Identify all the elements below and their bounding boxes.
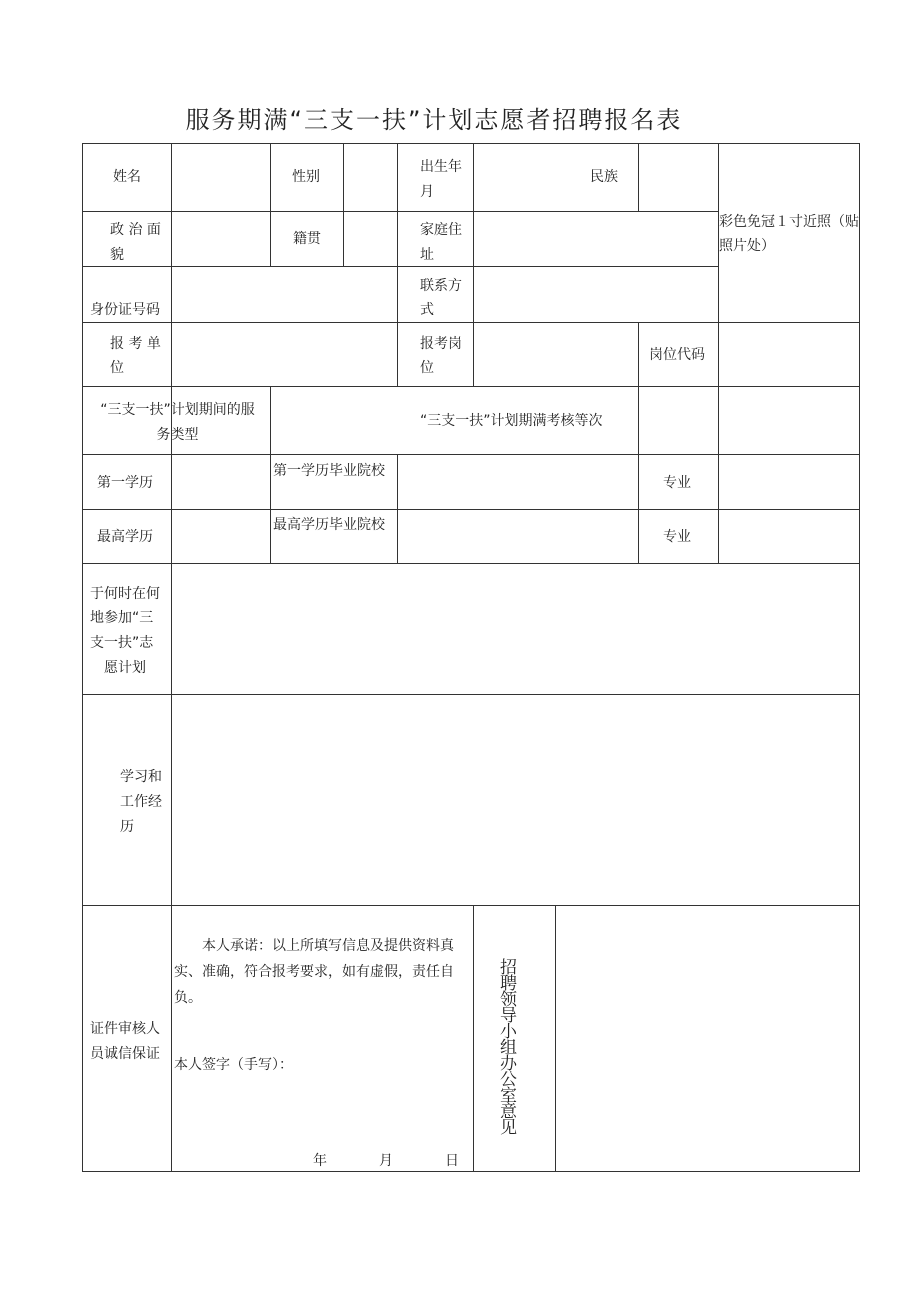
row-divider <box>82 905 860 906</box>
gender-label: 性别 <box>292 169 320 185</box>
post-label-line1: 报考岗 <box>420 336 462 352</box>
contact-label-line2: 式 <box>420 302 434 318</box>
row-divider <box>82 211 718 212</box>
col-divider <box>638 386 639 454</box>
when-where-label-line4: 愿计划 <box>104 660 146 676</box>
row-divider <box>82 266 718 267</box>
contact-label-line1: 联系方 <box>420 278 462 294</box>
birth-label-line2: 月 <box>420 184 434 200</box>
service-type-label-line2: 务类型 <box>156 427 199 443</box>
col-divider <box>397 454 398 563</box>
major-label-2: 专业 <box>663 529 691 545</box>
name-label: 姓名 <box>113 169 141 185</box>
form-table <box>82 143 860 1172</box>
resume-label-line1: 学习和 <box>120 769 162 785</box>
row-divider <box>82 509 860 510</box>
date-day: 日 <box>445 1153 459 1169</box>
col-divider <box>270 386 271 454</box>
politics-label-line2: 貌 <box>110 247 124 263</box>
post-code-label: 岗位代码 <box>649 347 705 363</box>
col-divider <box>638 454 639 563</box>
address-label-line2: 址 <box>420 247 434 263</box>
highest-school-label: 最高学历毕业院校 <box>273 517 385 533</box>
unit-label-line2: 位 <box>110 360 124 376</box>
col-divider <box>270 143 271 266</box>
native-place-label: 籍贯 <box>293 231 321 247</box>
form-title: 服务期满“三支一扶”计划志愿者招聘报名表 <box>185 106 683 134</box>
post-label-line2: 位 <box>420 360 434 376</box>
row-divider <box>82 386 860 387</box>
when-where-label-line1: 于何时在何 <box>90 586 160 602</box>
unit-label-line1: 报 考 单 <box>110 336 161 352</box>
integrity-label-line2: 员诚信保证 <box>90 1046 160 1062</box>
resume-label-line3: 历 <box>120 819 134 835</box>
col-divider <box>270 454 271 563</box>
integrity-label-line1: 证件审核人 <box>90 1021 160 1037</box>
col-divider <box>718 143 719 454</box>
signature-label: 本人签字（手写）： <box>174 1057 293 1073</box>
row-divider <box>82 322 860 323</box>
assessment-label: “三支一扶”计划期满考核等次 <box>420 413 603 429</box>
resume-label-line2: 工作经 <box>120 794 162 810</box>
col-divider <box>473 905 474 1172</box>
highest-degree-label: 最高学历 <box>97 529 153 545</box>
ethnicity-label: 民族 <box>590 169 618 185</box>
photo-placeholder: 彩色免冠１寸近照（贴照片处） <box>719 214 859 254</box>
col-divider <box>638 143 639 211</box>
row-divider <box>82 563 860 564</box>
col-divider <box>397 143 398 386</box>
politics-label-line1: 政 治 面 <box>110 222 161 238</box>
col-divider <box>473 143 474 386</box>
address-label-line1: 家庭住 <box>420 222 462 238</box>
when-where-label-line2: 地参加“三 <box>90 610 154 626</box>
col-divider <box>638 322 639 386</box>
birth-label-line1: 出生年 <box>420 159 462 175</box>
office-opinion-label: 招聘领导小组办公室意见 <box>496 958 516 1134</box>
col-divider <box>171 143 172 1172</box>
first-school-label: 第一学历毕业院校 <box>273 463 385 479</box>
date-month: 月 <box>379 1153 393 1169</box>
when-where-label-line3: 支一扶”志 <box>90 635 154 651</box>
pledge-text: 本人承诺：以上所填写信息及提供资料真实、准确，符合报考要求，如有虚假，责任自负。 <box>174 938 454 1006</box>
major-label-1: 专业 <box>663 475 691 491</box>
service-type-label-line1: “三支一扶”计划期间的服 <box>100 402 255 418</box>
row-divider <box>82 694 860 695</box>
date-year: 年 <box>313 1153 327 1169</box>
first-degree-label: 第一学历 <box>97 475 153 491</box>
col-divider <box>343 143 344 266</box>
col-divider <box>555 905 556 1172</box>
row-divider <box>82 454 860 455</box>
col-divider <box>718 454 719 563</box>
id-number-label: 身份证号码 <box>90 302 160 318</box>
